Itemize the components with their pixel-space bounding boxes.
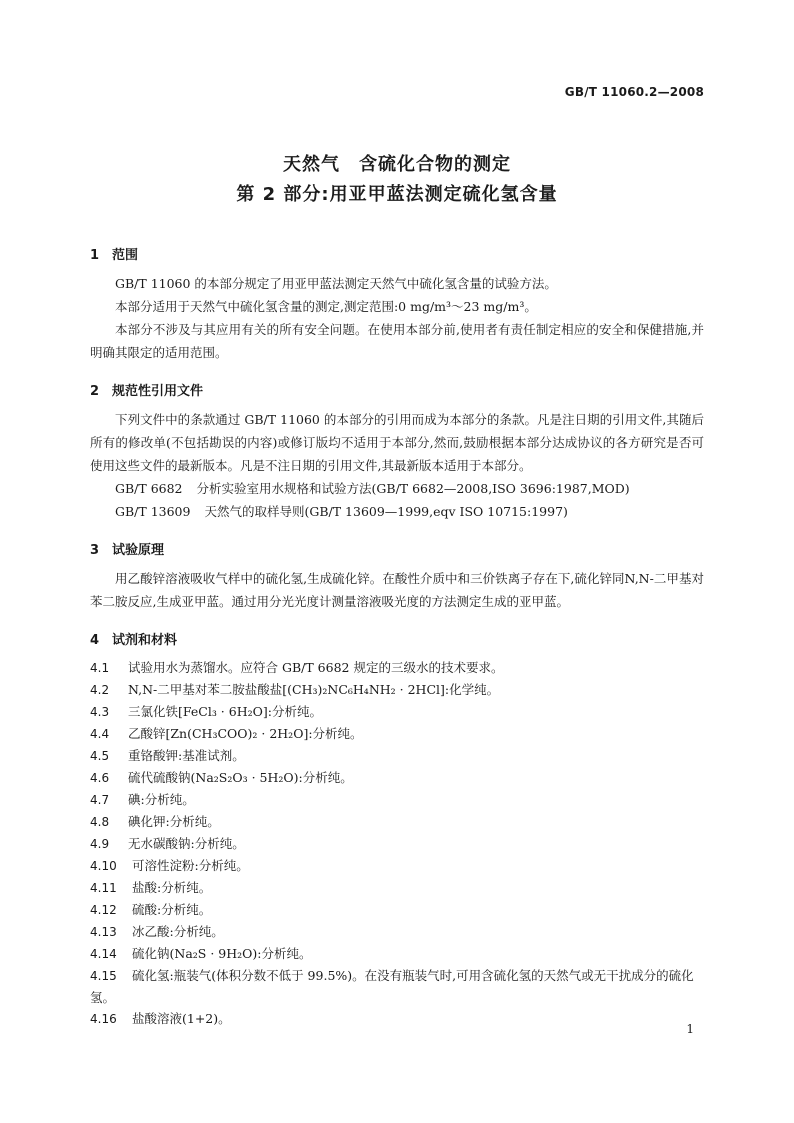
item-number: 4.7 [90, 793, 110, 807]
item-text: 碘:分析纯。 [128, 792, 195, 807]
reference-code: GB/T 6682 [115, 481, 183, 496]
section-number: 3 [90, 543, 100, 558]
item-text: 盐酸溶液(1+2)。 [132, 1011, 231, 1026]
paragraph: 本部分适用于天然气中硫化氢含量的测定,测定范围:0 mg/m³～23 mg/m³。 [115, 299, 537, 314]
section-title: 范围 [112, 248, 139, 263]
reagent-item [90, 965, 704, 1008]
item-text: 重铬酸钾:基准试剂。 [128, 748, 245, 763]
item-number: 4.3 [90, 705, 110, 719]
item-text: 三氯化铁[FeCl₃ · 6H₂O]:分析纯。 [128, 704, 322, 719]
item-number: 4.4 [90, 727, 110, 741]
reference-code: GB/T 13609 [115, 504, 191, 519]
section-heading-principle [90, 541, 704, 561]
reference-entry [90, 500, 704, 523]
item-number: 4.12 [90, 903, 117, 917]
reference-text: 天然气的取样导则(GB/T 13609—1999,eqv ISO 10715:1997) [204, 504, 568, 519]
reagent-item [90, 855, 704, 877]
paragraph: 下列文件中的条款通过 GB/T 11060 的本部分的引用而成为本部分的条款。凡是注日期的引用文件,其随后所有的修改单(不包括勘误的内容)或修订版均不适用于本部分,然而,鼓励根据本部分达成协议的各方研究是否可使用这些文件的最新版本。凡是不注日期的引用文件,其最新版本适用于本部分。 [90, 412, 704, 473]
item-number: 4.11 [90, 881, 117, 895]
item-text: 试验用水为蒸馏水。应符合 GB/T 6682 规定的三级水的技术要求。 [128, 660, 504, 675]
section-heading-reagents [90, 631, 704, 651]
item-number: 4.10 [90, 859, 117, 873]
reagent-item [90, 701, 704, 723]
standard-code: GB/T 11060.2—2008 [564, 85, 704, 99]
item-text: 冰乙酸:分析纯。 [132, 924, 224, 939]
reagent-item [90, 723, 704, 745]
item-text: 无水碳酸钠:分析纯。 [128, 836, 245, 851]
item-text: 碘化钾:分析纯。 [128, 814, 220, 829]
item-number: 4.9 [90, 837, 110, 851]
reagent-item [90, 767, 704, 789]
item-number: 4.14 [90, 947, 117, 961]
item-text: 可溶性淀粉:分析纯。 [132, 858, 249, 873]
item-number: 4.1 [90, 661, 110, 675]
document-body [90, 246, 704, 1030]
item-number: 4.13 [90, 925, 117, 939]
document-title [0, 150, 794, 210]
title-line-1: 天然气 含硫化合物的测定 [283, 154, 511, 175]
paragraph: GB/T 11060 的本部分规定了用亚甲蓝法测定天然气中硫化氢含量的试验方法。 [115, 276, 557, 291]
item-text: 硫代硫酸钠(Na₂S₂O₃ · 5H₂O):分析纯。 [128, 770, 353, 785]
item-number: 4.15 [90, 969, 117, 983]
reagent-item [90, 921, 704, 943]
reagent-item [90, 657, 704, 679]
reagent-item [90, 943, 704, 965]
reagent-item [90, 833, 704, 855]
section-number: 1 [90, 248, 100, 263]
title-line-2: 第 2 部分:用亚甲蓝法测定硫化氢含量 [236, 184, 558, 205]
section-number: 2 [90, 384, 100, 399]
reagent-item [90, 811, 704, 833]
item-number: 4.16 [90, 1012, 117, 1026]
item-text: 硫化氢:瓶装气(体积分数不低于 99.5%)。在没有瓶装气时,可用含硫化氢的天然气或无干扰成分的硫化氢。 [90, 968, 694, 1005]
section-number: 4 [90, 633, 100, 648]
item-text: 乙酸锌[Zn(CH₃COO)₂ · 2H₂O]:分析纯。 [128, 726, 363, 741]
item-number: 4.6 [90, 771, 110, 785]
reagent-item [90, 1008, 704, 1030]
paragraph: 本部分不涉及与其应用有关的所有安全问题。在使用本部分前,使用者有责任制定相应的安全和保健措施,并明确其限定的适用范围。 [90, 322, 704, 360]
item-number: 4.5 [90, 749, 110, 763]
section-title: 试剂和材料 [112, 633, 178, 648]
reagent-item [90, 789, 704, 811]
item-text: 盐酸:分析纯。 [132, 880, 212, 895]
item-number: 4.2 [90, 683, 110, 697]
reference-text: 分析实验室用水规格和试验方法(GB/T 6682—2008,ISO 3696:1987,MOD) [196, 481, 630, 496]
item-number: 4.8 [90, 815, 110, 829]
reagent-item [90, 899, 704, 921]
section-heading-normative-references [90, 382, 704, 402]
reagent-item [90, 877, 704, 899]
reagent-item [90, 679, 704, 701]
section-title: 规范性引用文件 [112, 384, 204, 399]
page-number: 1 [686, 1022, 694, 1036]
reference-entry [90, 477, 704, 500]
paragraph: 用乙酸锌溶液吸收气样中的硫化氢,生成硫化锌。在酸性介质中和三价铁离子存在下,硫化锌同N,N-二甲基对苯二胺反应,生成亚甲蓝。通过用分光光度计测量溶液吸光度的方法测定生成的亚甲蓝。 [90, 571, 704, 609]
item-text: N,N-二甲基对苯二胺盐酸盐[(CH₃)₂NC₆H₄NH₂ · 2HCl]:化学纯。 [128, 682, 500, 697]
item-text: 硫酸:分析纯。 [132, 902, 212, 917]
section-heading-scope [90, 246, 704, 266]
reagent-item [90, 745, 704, 767]
item-text: 硫化钠(Na₂S · 9H₂O):分析纯。 [132, 946, 312, 961]
section-title: 试验原理 [112, 543, 165, 558]
